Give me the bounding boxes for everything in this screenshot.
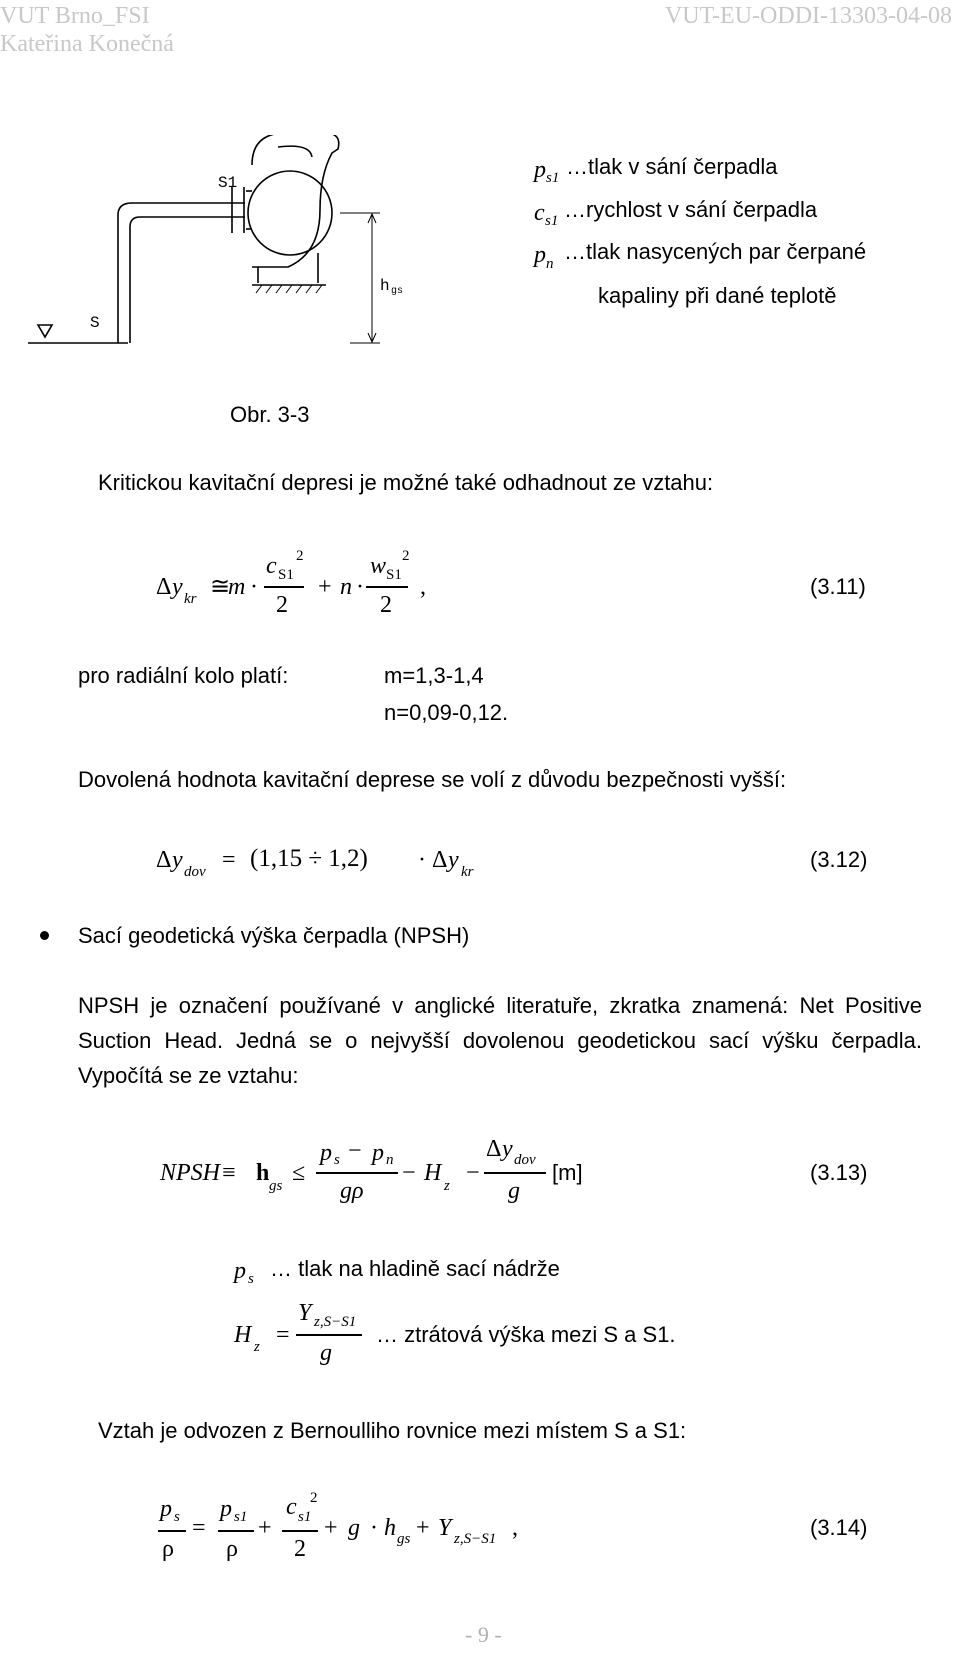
ps-sub: s: [248, 1271, 254, 1287]
bullet-heading: Sací geodetická výška čerpadla (NPSH): [78, 923, 470, 948]
eq314-ps1: p: [220, 1496, 232, 1522]
eq312-dov: dov: [184, 864, 206, 880]
eq311-c-sup: 2: [296, 548, 304, 564]
eq314-frac1-bar: [158, 1530, 186, 1532]
label-s: S: [90, 314, 100, 332]
eq313-minus1: −: [348, 1138, 362, 1164]
allowed-text: Dovolená hodnota kavitační deprese se volí z důvodu bezpečnosti vyšší:: [78, 767, 787, 792]
eq313-y: y: [502, 1136, 513, 1162]
eq314-gs: gs: [397, 1531, 411, 1547]
hz-eq: =: [276, 1322, 290, 1348]
hz-H: H: [234, 1322, 252, 1348]
eq311-frac2-bar: [366, 586, 408, 588]
legend-ps1-sub: s1: [546, 170, 560, 186]
ps-symbol: p: [234, 1258, 246, 1284]
eq314-rho2: ρ: [226, 1536, 238, 1562]
hz-desc: … ztrátová výška mezi S a S1.: [376, 1322, 676, 1347]
eq311-c: c: [266, 553, 277, 579]
legend-pn-text-cont: kapaliny při dané teplotě: [598, 283, 837, 308]
eq313-p2: p: [372, 1140, 384, 1166]
eq311-w-sub: S1: [386, 567, 402, 583]
eq311-m: m: [228, 574, 246, 600]
eq313-minus2: −: [402, 1160, 416, 1186]
n-range: n=0,09-0,12.: [384, 700, 509, 725]
header-document-code: VUT-EU-ODDI-13303-04-08: [664, 3, 952, 29]
legend-pn-symbol: p: [534, 242, 546, 268]
intro-eq-311: Kritickou kavitační depresi je možné také odhadnout ze vztahu:: [98, 470, 714, 495]
eq311-approx: ≅: [210, 574, 231, 600]
eq314-dot: ·: [370, 1515, 378, 1541]
eq314-eq: =: [192, 1515, 206, 1541]
eq313-h: h: [256, 1160, 270, 1186]
eq313-equiv: ≡: [222, 1160, 236, 1186]
eq313-leq: ≤: [292, 1160, 306, 1186]
eq313-frac1-bar: [316, 1172, 398, 1174]
bernoulli-text: Vztah je odvozen z Bernoulliho rovnice mezi místem S a S1:: [98, 1418, 687, 1443]
eq313-s: s: [334, 1152, 340, 1168]
eq311-y: y: [172, 574, 183, 600]
eq312-y: y: [172, 847, 183, 873]
eq313-dov: dov: [514, 1152, 536, 1168]
label-s1: S1: [218, 174, 238, 192]
legend-cs1-sub: s1: [545, 213, 559, 229]
npsh-paragraph: NPSH je označení používané v anglické literatuře, zkratka znamená: Net Positive Suction Head. Jedná se o nejvyšší dovolenou geodetickou sací výšku čerpadla. Vypočítá se ze vztahu:: [78, 993, 922, 1088]
eq314-c-sub: s1: [298, 1509, 312, 1525]
eq311-n: n: [340, 574, 352, 600]
eq314-ps: p: [160, 1496, 172, 1522]
legend-ps1-symbol: p: [534, 157, 546, 183]
eq311-c-sub: S1: [278, 567, 294, 583]
eq314-g: g: [348, 1515, 360, 1541]
eq312-range: (1,15 ÷ 1,2): [250, 845, 368, 872]
eq314-frac3-bar: [282, 1530, 318, 1532]
eq311-dot1: ·: [250, 574, 258, 600]
eq311-comma: ,: [420, 574, 426, 600]
eq314-plus1: +: [258, 1515, 272, 1541]
eq311-frac1-bar: [264, 586, 304, 588]
eq314-c-sup: 2: [310, 1490, 318, 1506]
eq313-gs: gs: [269, 1178, 283, 1194]
eq314-ps-sub: s: [174, 1509, 180, 1525]
eq312-kr: kr: [461, 864, 474, 880]
eq313-n: n: [386, 1152, 394, 1168]
eq314-plus2: +: [324, 1515, 338, 1541]
eq312-number: (3.12): [810, 847, 868, 872]
eq313-unit: [m]: [552, 1160, 583, 1185]
label-hgs: h: [380, 277, 390, 295]
legend-cs1-text: …rychlost v sání čerpadla: [564, 197, 818, 222]
water-level-symbol: [38, 325, 52, 337]
legend-pn-sub: n: [546, 256, 554, 272]
eq313-delta: Δ: [486, 1136, 502, 1162]
eq311-frac1-den: 2: [276, 592, 288, 618]
eq311-w-sup: 2: [402, 548, 410, 564]
eq311-w: w: [370, 553, 387, 579]
ps-desc: … tlak na hladině sací nádrže: [270, 1256, 560, 1281]
eq312-eq: =: [222, 847, 236, 873]
eq314-Y: Y: [438, 1515, 452, 1541]
eq312-delta2: Δ: [432, 847, 448, 873]
hz-frac-bar: [296, 1334, 362, 1336]
eq314-h: h: [384, 1515, 396, 1541]
eq314-plus3: +: [416, 1515, 430, 1541]
pump-diagram: [20, 135, 440, 360]
eq313-H: H: [424, 1160, 442, 1186]
hz-Y: Y: [298, 1300, 312, 1326]
eq314-frac2-bar: [218, 1530, 254, 1532]
legend-pn-text: …tlak nasycených par čerpané: [564, 239, 867, 264]
eq313-npsh: NPSH: [160, 1160, 220, 1186]
eq312-dot: ·: [418, 847, 426, 873]
eq311-plus: +: [318, 574, 332, 600]
eq311-delta: Δ: [156, 574, 172, 600]
page-number: - 9 -: [465, 1622, 502, 1647]
eq311-frac2-den: 2: [380, 592, 392, 618]
eq314-rho1: ρ: [162, 1536, 174, 1562]
eq314-two: 2: [294, 1536, 306, 1562]
eq313-frac2-bar: [484, 1172, 546, 1174]
eq312-y2: y: [448, 847, 459, 873]
eq313-p1: p: [320, 1140, 332, 1166]
bullet-point: [40, 931, 49, 940]
hz-z: z: [254, 1339, 260, 1355]
eq314-ps1-sub: s1: [234, 1509, 248, 1525]
eq311-number: (3.11): [810, 574, 866, 599]
eq311-dot2: ·: [356, 574, 364, 600]
hz-g: g: [320, 1340, 332, 1366]
eq313-g: g: [508, 1178, 520, 1204]
header-author-institution: VUT Brno_FSI: [0, 3, 150, 29]
m-range: m=1,3-1,4: [384, 663, 484, 688]
legend-cs1-symbol: c: [534, 200, 545, 226]
header-author-name: Kateřina Konečná: [0, 31, 174, 57]
eq313-minus3: −: [466, 1160, 480, 1186]
eq314-c: c: [286, 1494, 297, 1520]
legend-ps1-text: …tlak v sání čerpadla: [566, 154, 778, 179]
radial-label: pro radiální kolo platí:: [78, 663, 289, 688]
eq314-Y-sub: z,S−S1: [454, 1531, 497, 1547]
label-hgs-sub: gs: [391, 286, 404, 297]
hz-Y-sub: z,S−S1: [314, 1314, 357, 1330]
eq313-grho: gρ: [340, 1178, 364, 1204]
eq312-delta: Δ: [156, 847, 172, 873]
eq311-kr: kr: [184, 591, 197, 607]
eq314-comma: ,: [512, 1515, 518, 1541]
figure-caption: Obr. 3-3: [230, 402, 310, 427]
eq314-number: (3.14): [810, 1515, 868, 1540]
eq313-number: (3.13): [810, 1160, 868, 1185]
eq313-z: z: [444, 1178, 450, 1194]
